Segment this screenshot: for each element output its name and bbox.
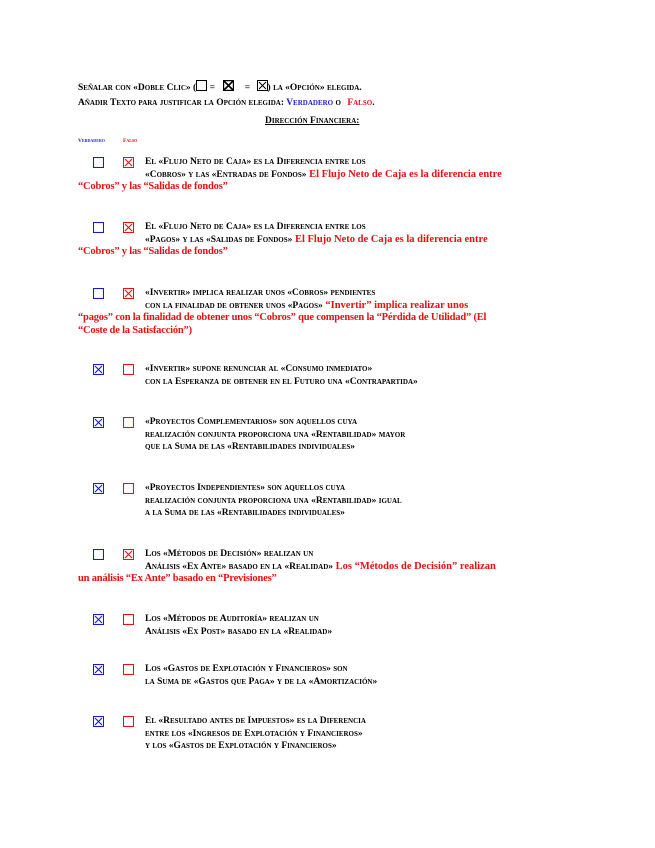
empty-checkbox-icon: [196, 80, 207, 91]
instruction-text-2end: .: [372, 98, 375, 108]
true-checkbox-checked[interactable]: [93, 716, 104, 727]
question-text-line: Los «Métodos de Auditoría» realizan un: [145, 614, 319, 624]
true-checkbox[interactable]: [93, 222, 104, 233]
question-text-line: El «Flujo Neto de Caja» es la Diferencia entre los: [145, 222, 366, 232]
justification-text-continued[interactable]: “Cobros” y las “Salidas de fondos”: [78, 246, 228, 257]
false-checkbox-checked[interactable]: [123, 549, 134, 560]
question-text-line: realización conjunta proporciona una «Rentabilidad» igual: [145, 495, 402, 506]
false-checkbox-checked[interactable]: [123, 157, 134, 168]
question-text-line: El «Flujo Neto de Caja» es la Diferencia entre los: [145, 157, 366, 167]
true-checkbox[interactable]: [93, 157, 104, 168]
instruction-line-2: [78, 98, 375, 108]
question-text-line: «Invertir» supone renunciar al «Consumo inmediato»: [145, 364, 373, 374]
justification-text[interactable]: “Invertir” implica realizar unos: [322, 299, 469, 311]
false-checkbox[interactable]: [123, 483, 134, 494]
justification-text-continued[interactable]: un análisis “Ex Ante” basado en “Previsiones”: [78, 573, 277, 584]
legend-falso: Falso: [123, 138, 138, 144]
question-text-line: con la Esperanza de obtener en el Futuro una «Contrapartida»: [145, 376, 418, 387]
true-checkbox-checked[interactable]: [93, 364, 104, 375]
equals-sign-2: =: [244, 83, 251, 93]
true-checkbox[interactable]: [93, 288, 104, 299]
instruction-text-2o: o: [333, 98, 344, 108]
question-text-line: «Proyectos Independientes» son aquellos cuya: [145, 483, 346, 493]
false-checkbox[interactable]: [123, 716, 134, 727]
falso-label: Falso: [347, 98, 373, 108]
question-text-line: realización conjunta proporciona una «Rentabilidad» mayor: [145, 429, 406, 440]
justification-text[interactable]: Los “Métodos de Decisión” realizan: [333, 560, 496, 572]
instruction-line-1: [78, 80, 362, 93]
false-checkbox-checked[interactable]: [123, 288, 134, 299]
section-title: Dirección Financiera:: [265, 116, 360, 126]
true-checkbox-checked[interactable]: [93, 664, 104, 675]
true-checkbox-checked[interactable]: [93, 614, 104, 625]
justification-text-continued[interactable]: “Cobros” y las “Salidas de fondos”: [78, 181, 228, 192]
equals-sign-1: =: [209, 83, 215, 93]
justification-text-continued[interactable]: “pagos” con la finalidad de obtener unos “Cobros” que compensen la “Pérdida de Utilidad” (El: [78, 312, 487, 323]
justification-text[interactable]: El Flujo Neto de Caja es la diferencia entre: [292, 233, 488, 245]
question-text-line: a la Suma de las «Rentabilidades individuales»: [145, 508, 345, 518]
false-checkbox-checked[interactable]: [123, 222, 134, 233]
question-text-line: [145, 561, 496, 574]
question-text: «Cobros» y las «Entradas de Fondos»: [145, 169, 307, 180]
question-text-line: y los «Gastos de Explotación y Financieros»: [145, 741, 337, 751]
question-text: «Pagos» y las «Salidas de Fondos»: [145, 234, 293, 245]
false-checkbox[interactable]: [123, 614, 134, 625]
question-text-line: Los «Gastos de Explotación y Financieros» son: [145, 664, 348, 674]
question-text-line: que la Suma de las «Rentabilidades individuales»: [145, 442, 356, 452]
question-text-line: la Suma de «Gastos que Paga» y de la «Amortización»: [145, 676, 378, 687]
true-checkbox-checked[interactable]: [93, 483, 104, 494]
question-text-line: Análisis «Ex Post» basado en la «Realidad»: [145, 626, 333, 637]
instruction-text-1a: Señalar con «Doble Clic» (: [78, 83, 197, 93]
legend-verdadero: Verdadero: [78, 138, 105, 144]
justification-text-continued[interactable]: “Coste de la Satisfacción”): [78, 324, 192, 336]
question-text-line: «Invertir» implica realizar unos «Cobros» pendientes: [145, 288, 376, 298]
true-checkbox[interactable]: [93, 549, 104, 560]
question-text-line: [145, 300, 468, 313]
question-text-line: entre los «Ingresos de Explotación y Financieros»: [145, 728, 363, 739]
question-text-line: [145, 169, 502, 182]
true-checkbox-checked[interactable]: [93, 417, 104, 428]
false-checkbox[interactable]: [123, 664, 134, 675]
false-checkbox[interactable]: [123, 417, 134, 428]
question-text: Análisis «Ex Ante» basado en la «Realidad»: [145, 561, 334, 572]
checked-checkbox-icon: [223, 80, 234, 91]
instruction-text-2a: Añadir Texto para justificar la Opción elegida:: [78, 98, 287, 108]
question-text-line: [145, 234, 488, 247]
instruction-text-1b: ) la «Opción» elegida.: [267, 83, 362, 93]
question-text-line: Los «Métodos de Decisión» realizan un: [145, 549, 314, 559]
question-text: con la finalidad de obtener unos «Pagos»: [145, 300, 323, 311]
justification-text[interactable]: El Flujo Neto de Caja es la diferencia entre: [306, 168, 502, 180]
verdadero-label: Verdadero: [286, 98, 334, 108]
false-checkbox[interactable]: [123, 364, 134, 375]
question-text-line: «Proyectos Complementarios» son aquellos cuya: [145, 417, 358, 427]
crossed-checkbox-icon: [257, 80, 268, 91]
question-text-line: El «Resultado antes de Impuestos» es la Diferencia: [145, 716, 366, 726]
